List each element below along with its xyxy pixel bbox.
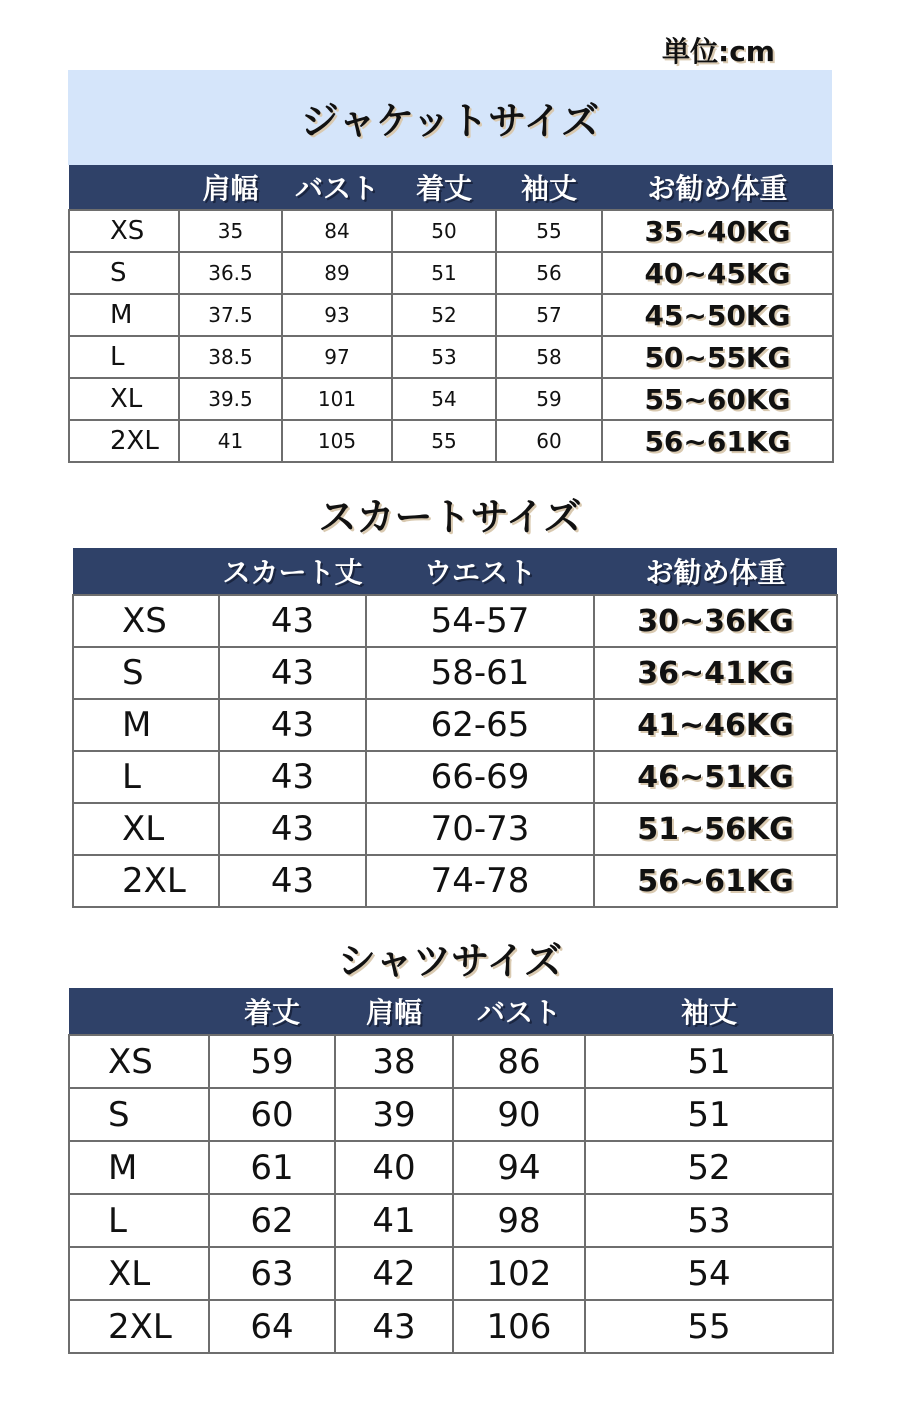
table-row bbox=[73, 595, 837, 647]
table-cell: 51 bbox=[392, 252, 496, 294]
table-cell: 41~46KG bbox=[594, 699, 837, 751]
table-cell: 54-57 bbox=[366, 595, 594, 647]
skirt-header-weight: お勧め体重 bbox=[594, 548, 837, 595]
table-cell: 84 bbox=[282, 210, 392, 252]
unit-label: 単位:cm bbox=[662, 35, 775, 68]
skirt-header-row bbox=[73, 548, 837, 595]
table-cell: 53 bbox=[585, 1194, 833, 1247]
jacket-size-table bbox=[68, 165, 834, 463]
table-cell: 40~45KG bbox=[602, 252, 833, 294]
table-cell: 43 bbox=[219, 855, 366, 907]
table-cell: 97 bbox=[282, 336, 392, 378]
size-cell: M bbox=[73, 699, 219, 751]
table-cell: 55 bbox=[496, 210, 602, 252]
size-cell: M bbox=[69, 294, 179, 336]
skirt-header-waist: ウエスト bbox=[366, 548, 594, 595]
table-cell: 39.5 bbox=[179, 378, 282, 420]
size-cell: S bbox=[69, 252, 179, 294]
table-cell: 105 bbox=[282, 420, 392, 462]
size-cell: 2XL bbox=[69, 420, 179, 462]
size-cell: 2XL bbox=[73, 855, 219, 907]
table-cell: 98 bbox=[453, 1194, 585, 1247]
table-cell: 54 bbox=[392, 378, 496, 420]
table-cell: 93 bbox=[282, 294, 392, 336]
table-cell: 51 bbox=[585, 1088, 833, 1141]
table-cell: 94 bbox=[453, 1141, 585, 1194]
table-cell: 43 bbox=[219, 595, 366, 647]
table-cell: 60 bbox=[209, 1088, 335, 1141]
table-cell: 63 bbox=[209, 1247, 335, 1300]
table-cell: 90 bbox=[453, 1088, 585, 1141]
table-cell: 56 bbox=[496, 252, 602, 294]
table-cell: 55 bbox=[585, 1300, 833, 1353]
shirt-title: シャツサイズ bbox=[337, 939, 563, 983]
table-cell: 52 bbox=[392, 294, 496, 336]
table-cell: 53 bbox=[392, 336, 496, 378]
table-row bbox=[69, 210, 833, 252]
table-row bbox=[73, 647, 837, 699]
table-cell: 43 bbox=[335, 1300, 453, 1353]
table-cell: 39 bbox=[335, 1088, 453, 1141]
table-cell: 45~50KG bbox=[602, 294, 833, 336]
table-cell: 55 bbox=[392, 420, 496, 462]
jacket-header-bust: バスト bbox=[282, 165, 392, 210]
jacket-title: ジャケットサイズ bbox=[300, 99, 600, 143]
shirt-header-size bbox=[69, 988, 209, 1035]
jacket-header-length: 着丈 bbox=[392, 165, 496, 210]
table-cell: 30~36KG bbox=[594, 595, 837, 647]
size-cell: XL bbox=[73, 803, 219, 855]
table-row bbox=[69, 1035, 833, 1088]
table-row bbox=[73, 751, 837, 803]
table-cell: 43 bbox=[219, 699, 366, 751]
table-row bbox=[69, 252, 833, 294]
table-cell: 54 bbox=[585, 1247, 833, 1300]
table-cell: 55~60KG bbox=[602, 378, 833, 420]
table-cell: 58 bbox=[496, 336, 602, 378]
table-cell: 46~51KG bbox=[594, 751, 837, 803]
table-cell: 38.5 bbox=[179, 336, 282, 378]
table-row bbox=[73, 699, 837, 751]
table-cell: 51 bbox=[585, 1035, 833, 1088]
table-row bbox=[69, 1088, 833, 1141]
skirt-size-table bbox=[72, 548, 838, 908]
table-cell: 41 bbox=[335, 1194, 453, 1247]
skirt-title: スカートサイズ bbox=[318, 495, 582, 539]
size-cell: L bbox=[69, 1194, 209, 1247]
table-row bbox=[69, 1247, 833, 1300]
table-cell: 35 bbox=[179, 210, 282, 252]
table-cell: 66-69 bbox=[366, 751, 594, 803]
table-cell: 43 bbox=[219, 751, 366, 803]
table-cell: 56~61KG bbox=[602, 420, 833, 462]
table-cell: 102 bbox=[453, 1247, 585, 1300]
size-cell: L bbox=[73, 751, 219, 803]
table-cell: 56~61KG bbox=[594, 855, 837, 907]
table-cell: 74-78 bbox=[366, 855, 594, 907]
table-row bbox=[69, 1300, 833, 1353]
table-cell: 41 bbox=[179, 420, 282, 462]
shirt-header-length: 着丈 bbox=[209, 988, 335, 1035]
table-row bbox=[69, 420, 833, 462]
shirt-size-table bbox=[68, 988, 834, 1354]
skirt-header-length: スカート丈 bbox=[219, 548, 366, 595]
size-cell: XS bbox=[69, 1035, 209, 1088]
table-cell: 35~40KG bbox=[602, 210, 833, 252]
shirt-header-row bbox=[69, 988, 833, 1035]
size-cell: XL bbox=[69, 1247, 209, 1300]
size-cell: XS bbox=[69, 210, 179, 252]
table-cell: 62 bbox=[209, 1194, 335, 1247]
table-cell: 50 bbox=[392, 210, 496, 252]
size-cell: S bbox=[69, 1088, 209, 1141]
size-cell: XS bbox=[73, 595, 219, 647]
table-cell: 36.5 bbox=[179, 252, 282, 294]
size-cell: M bbox=[69, 1141, 209, 1194]
table-cell: 61 bbox=[209, 1141, 335, 1194]
table-row bbox=[69, 336, 833, 378]
table-cell: 42 bbox=[335, 1247, 453, 1300]
table-cell: 86 bbox=[453, 1035, 585, 1088]
table-cell: 50~55KG bbox=[602, 336, 833, 378]
jacket-header-weight: お勧め体重 bbox=[602, 165, 833, 210]
table-row bbox=[69, 1141, 833, 1194]
table-cell: 43 bbox=[219, 803, 366, 855]
table-cell: 40 bbox=[335, 1141, 453, 1194]
table-row bbox=[69, 378, 833, 420]
jacket-header-row bbox=[69, 165, 833, 210]
table-row bbox=[69, 1194, 833, 1247]
table-cell: 59 bbox=[496, 378, 602, 420]
table-cell: 51~56KG bbox=[594, 803, 837, 855]
table-cell: 64 bbox=[209, 1300, 335, 1353]
shirt-header-shoulder: 肩幅 bbox=[335, 988, 453, 1035]
jacket-header-size bbox=[69, 165, 179, 210]
table-cell: 57 bbox=[496, 294, 602, 336]
table-row bbox=[73, 855, 837, 907]
table-row bbox=[73, 803, 837, 855]
table-cell: 70-73 bbox=[366, 803, 594, 855]
skirt-header-size bbox=[73, 548, 219, 595]
table-cell: 59 bbox=[209, 1035, 335, 1088]
table-cell: 37.5 bbox=[179, 294, 282, 336]
table-cell: 38 bbox=[335, 1035, 453, 1088]
jacket-title-band bbox=[68, 70, 832, 165]
size-cell: XL bbox=[69, 378, 179, 420]
table-cell: 106 bbox=[453, 1300, 585, 1353]
jacket-header-sleeve: 袖丈 bbox=[496, 165, 602, 210]
jacket-header-shoulder: 肩幅 bbox=[179, 165, 282, 210]
shirt-header-sleeve: 袖丈 bbox=[585, 988, 833, 1035]
table-cell: 89 bbox=[282, 252, 392, 294]
table-cell: 60 bbox=[496, 420, 602, 462]
size-cell: L bbox=[69, 336, 179, 378]
shirt-header-bust: バスト bbox=[453, 988, 585, 1035]
size-cell: S bbox=[73, 647, 219, 699]
table-cell: 62-65 bbox=[366, 699, 594, 751]
table-cell: 36~41KG bbox=[594, 647, 837, 699]
size-cell: 2XL bbox=[69, 1300, 209, 1353]
table-cell: 52 bbox=[585, 1141, 833, 1194]
table-row bbox=[69, 294, 833, 336]
table-cell: 58-61 bbox=[366, 647, 594, 699]
table-cell: 43 bbox=[219, 647, 366, 699]
table-cell: 101 bbox=[282, 378, 392, 420]
